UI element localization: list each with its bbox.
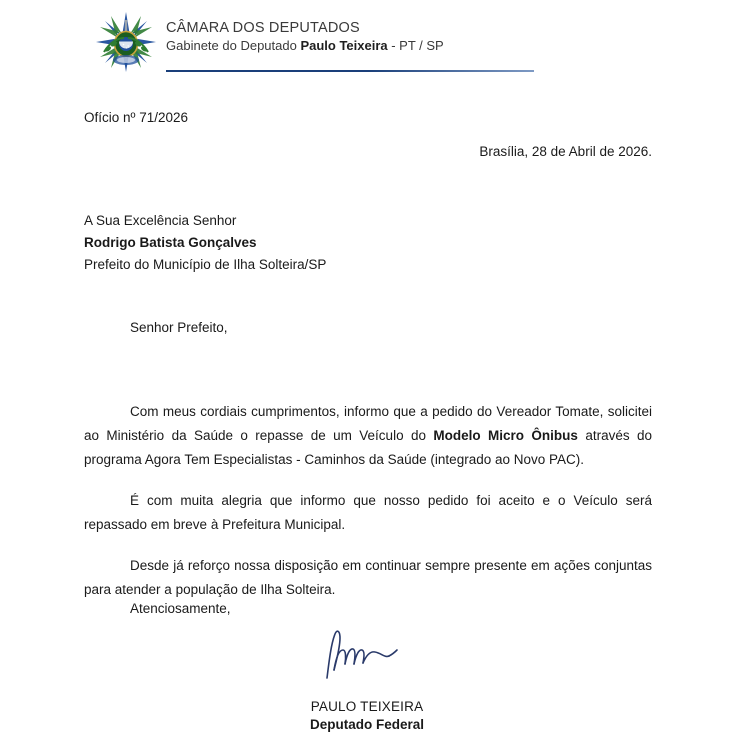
- brazil-coat-of-arms-icon: [90, 8, 162, 80]
- signature-block: [0, 698, 734, 734]
- office-line: [166, 38, 636, 54]
- handwritten-signature-icon: [305, 628, 425, 684]
- signer-role: Deputado Federal: [309, 717, 425, 732]
- recipient-block: [84, 210, 644, 276]
- signer-name: PAULO TEIXEIRA: [310, 699, 424, 714]
- office-suffix: - PT / SP: [387, 38, 444, 53]
- recipient-name: Rodrigo Batista Gonçalves: [84, 235, 257, 250]
- institution-name: CÂMARA DOS DEPUTADOS: [166, 20, 360, 36]
- deputy-name: Paulo Teixeira: [300, 38, 388, 53]
- recipient-role: Prefeito do Município de Ilha Solteira/SP: [84, 257, 327, 272]
- vehicle-model: Modelo Micro Ônibus: [433, 427, 578, 443]
- paragraph-1-part1: Com meus cordiais cumprimentos, informo que a pedido do Vereador Tomate, solicitei ao Ministério da Saúde o repasse de um Veículo do: [84, 403, 652, 443]
- recipient-title: A Sua Excelência Senhor: [84, 213, 237, 228]
- paragraph-1: [84, 400, 652, 472]
- place-and-date: Brasília, 28 de Abril de 2026.: [479, 144, 652, 159]
- paragraph-2: É com muita alegria que informo que nosso pedido foi aceito e o Veículo será repassado em breve à Prefeitura Municipal.: [84, 492, 652, 532]
- letterhead-text: [166, 20, 636, 54]
- letterhead: [84, 8, 654, 80]
- office-prefix: Gabinete do Deputado: [166, 38, 301, 53]
- letterhead-divider: [166, 70, 534, 72]
- letter-body: [84, 386, 652, 619]
- document-reference: Ofício nº 71/2026: [84, 110, 188, 125]
- paragraph-1-part2: através do programa Agora Tem Especialistas - Caminhos da Saúde (integrado ao Novo PAC).: [84, 427, 652, 467]
- paragraph-3: Desde já reforço nossa disposição em continuar sempre presente em ações conjuntas para atender a população de Ilha Solteira.: [84, 557, 652, 597]
- closing: Atenciosamente,: [130, 601, 231, 616]
- salutation: Senhor Prefeito,: [130, 320, 228, 335]
